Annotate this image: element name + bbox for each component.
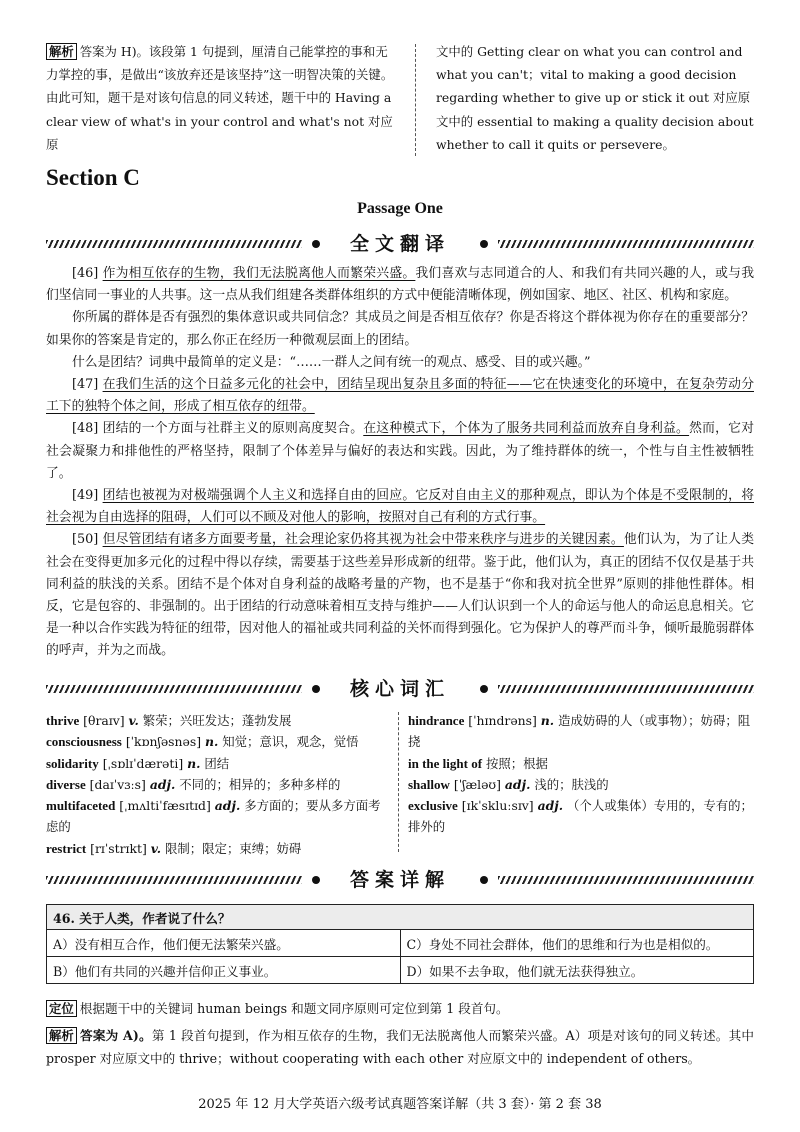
vocab-word: diverse [46, 776, 86, 792]
vocab-entry [408, 795, 754, 838]
translation-paragraph-5 [46, 418, 754, 485]
paragraph-text: 团结的一个方面与社群主义的原则高度契合。 [102, 421, 364, 437]
vocab-definition: 多方面的；要从多方面考虑的 [46, 798, 381, 835]
answer-label: 答案为 A)。 [79, 1028, 152, 1043]
vocab-entry [408, 774, 754, 795]
banner-hatch-right [498, 240, 754, 248]
analysis-left-text: 答案为 H)。该段第 1 句提到，厘清自己能掌控的事和无力掌控的事，是做出“该放弃还是该坚持”这一明智决策的关键。由此可知，题干是对该句信息的同义转述，题干中的 Having a clear view of what's in your control and what's not 对应原 [46, 44, 394, 152]
question-marker: [46] [72, 266, 99, 281]
paragraph-text: 然而，它对社会凝聚力和排他性的严格坚持，限制了个体差异与偏好的表达和实践。因此，为了维持群体的统一，个性与自主性被牺牲了。 [46, 421, 755, 481]
vocab-phonetic: [rɪˈstrɪkt] [90, 840, 147, 856]
column-divider [415, 44, 416, 156]
underlined-sentence: 但尽管团结有诸多方面要考量，社会理论家仍将其视为社会中带来秩序与进步的关键因素。 [102, 532, 624, 548]
analysis-left-column [46, 40, 394, 156]
banner-vocab [46, 677, 754, 701]
vocab-phonetic: [ˌmʌltiˈfæsɪtɪd] [119, 798, 211, 814]
banner-translation [46, 232, 754, 256]
option-a: A）没有相互合作，他们便无法繁荣兴盛。 [47, 930, 401, 957]
previous-answer-analysis [46, 40, 754, 158]
vocab-part-of-speech: v. [128, 713, 139, 728]
option-b: B）他们有共同的兴趣并信仰正义事业。 [47, 957, 401, 984]
banner-hatch-right [498, 685, 754, 693]
vocab-definition: 限制；限定；束缚；妨碍 [165, 840, 302, 856]
paragraph-text: 我们喜欢与志同道合的人、和我们有共同兴趣的人，或与我们坚信同一事业的人共事。这一点从我们组建各类群体组织的方式中便能清晰体现，例如国家、地区、社区、机构和家庭。 [46, 266, 755, 304]
locate-note [46, 998, 754, 1020]
banner-dot-right [480, 685, 488, 693]
banner-title: 全文翻译 [349, 233, 450, 255]
analysis-tag: 解析 [46, 43, 77, 60]
vocab-definition: 团结 [204, 755, 230, 771]
banner-title: 核心词汇 [349, 678, 450, 700]
vocab-entry [46, 795, 390, 838]
analysis-tag: 解析 [46, 1027, 77, 1044]
options-row-1 [47, 930, 754, 957]
vocab-entry [46, 710, 390, 731]
translation-paragraph-4 [46, 374, 754, 418]
vocab-part-of-speech: n. [205, 734, 219, 750]
locate-tag: 定位 [46, 1000, 77, 1017]
vocab-definition: 浅的；肤浅的 [534, 776, 609, 792]
section-title: Section C [46, 165, 140, 190]
vocab-word: solidarity [46, 755, 99, 771]
vocab-word: thrive [46, 713, 80, 728]
option-d: D）如果不去争取，他们就无法获得独立。 [400, 957, 754, 984]
vocab-part-of-speech: adj. [149, 776, 176, 792]
question-marker: [50] [72, 532, 99, 548]
question-marker: [49] [72, 488, 99, 504]
vocab-entry [408, 753, 754, 774]
page-footer: 2025 年 12 月大学英语六级考试真题答案详解（共 3 套）· 第 2 套 38 [198, 1097, 602, 1112]
banner-dot-right [480, 240, 488, 248]
vocab-definition: 按照；根据 [486, 755, 548, 771]
vocab-word: restrict [46, 840, 87, 856]
vocab-phonetic: [ˈkɒnʃəsnəs] [125, 734, 202, 750]
vocab-word: in the light of [408, 755, 483, 771]
translation-paragraph-2: 你所属的群体是否有强烈的集体意识或共同信念？其成员之间是否相互依存？你是否将这个群体视为你存在的重要部分？如果你的答案是肯定的，那么你正在经历一种微观层面上的团结。 [46, 310, 754, 348]
vocab-part-of-speech: adj. [504, 776, 531, 792]
vocab-phonetic: [ˈʃæləʊ] [453, 776, 501, 792]
underlined-sentence: 在这种模式下，个体为了服务共同利益而放弃自身利益。 [363, 421, 690, 437]
vocab-part-of-speech: n. [540, 713, 555, 728]
vocab-phonetic: [ˈhɪndrəns] [468, 713, 537, 728]
analysis-right-text: 文中的 Getting clear on what you can control and what you can't；vital to making a good decision regarding whether to give up or stick it out 对应原文中的 essential to making a quality decision about whether to call it quits or persevere。 [436, 44, 754, 152]
translation-paragraph-7 [46, 529, 754, 662]
vocab-part-of-speech: adj. [214, 798, 241, 814]
question-marker: [47] [72, 377, 99, 393]
banner-hatch-right [498, 876, 754, 884]
option-c: C）身处不同社会群体，他们的思维和行为也是相似的。 [400, 930, 754, 957]
vocab-list-right [408, 710, 754, 838]
question-marker: [48] [72, 421, 99, 437]
question-stem: 46. 关于人类，作者说了什么？ [47, 905, 754, 930]
translation-paragraph-1 [46, 263, 754, 307]
underlined-sentence: 作为相互依存的生物，我们无法脱离他人而繁荣兴盛。 [102, 266, 416, 281]
vocab-phonetic: [ɪkˈskluːsɪv] [461, 798, 534, 814]
vocab-list-left [46, 710, 390, 859]
underlined-sentence: 在我们生活的这个日益多元化的社会中，团结呈现出复杂且多面的特征——它在快速变化的环境中，在复杂劳动分工下的独特个体之间，形成了相互依存的纽带。 [46, 377, 754, 415]
vocab-part-of-speech: n. [187, 755, 201, 771]
locate-text: 根据题干中的关键词 human beings 和题文同序原则可定位到第 1 段首句。 [79, 1001, 509, 1016]
vocab-word: shallow [408, 776, 450, 792]
paragraph-text: 他们认为，为了让人类社会在变得更加多元化的过程中得以存续，需要基于这些差异形成新的纽带。鉴于此，他们认为，真正的团结不仅仅是基于共同利益的肤浅的关系。团结不是个体对自身利益的战略考量的产物，也不是基于“你和我对抗全世界”原则的排他性群体。相反，它是包容的、非强制的。出于团结的行动意味着相互支持与维护——人们认识到一个人的命运与他人的命运息息相关。它是一种以合作实践为特征的纽带，因对他人的福祉或共同利益的关怀而得到强化。它为保护人的尊严而斗争，倾听最脆弱群体的呼声，并为之而战。 [46, 532, 754, 659]
answer-analysis [46, 1025, 754, 1070]
vocab-definition: （个人或集体）专用的，专有的；排外的 [408, 798, 753, 835]
underlined-sentence: 团结也被视为对极端强调个人主义和选择自由的回应。它反对自由主义的那种观点，即认为个体是不受限制的，将社会视为自由选择的阻碍，人们可以不顾及对他人的影响，按照对自己有利的方式行事。 [46, 488, 754, 526]
question-table [46, 904, 754, 984]
translation-paragraph-3: 什么是团结？词典中最简单的定义是：“……一群人之间有统一的观点、感受、目的或兴趣。” [72, 354, 591, 370]
vocab-divider [398, 712, 399, 852]
vocab-definition: 繁荣；兴旺发达；蓬勃发展 [142, 713, 292, 728]
vocab-part-of-speech: v. [150, 840, 162, 856]
vocab-entry [46, 774, 390, 795]
vocab-entry [408, 710, 754, 753]
vocab-definition: 知觉；意识，观念，觉悟 [222, 734, 359, 750]
banner-answers [46, 868, 754, 892]
vocab-word: hindrance [408, 713, 465, 728]
translation-body [46, 263, 754, 663]
passage-title: Passage One [357, 200, 443, 217]
vocab-part-of-speech: adj. [537, 798, 564, 814]
vocab-definition: 造成妨碍的人（或事物）；妨碍；阻挠 [408, 713, 751, 750]
options-row-2 [47, 957, 754, 984]
vocab-entry [46, 838, 390, 859]
analysis-text: 第 1 段首句提到，作为相互依存的生物，我们无法脱离他人而繁荣兴盛。A）项是对该句的同义转述。其中 prosper 对应原文中的 thrive；without cooperating with each other 对应原文中的 independent of others。 [46, 1028, 754, 1066]
vocab-phonetic: [daɪˈvɜːs] [89, 776, 146, 792]
banner-title: 答案详解 [349, 869, 450, 891]
vocab-word: multifaceted [46, 798, 116, 814]
vocab-phonetic: [θraɪv] [83, 713, 125, 728]
vocab-entry [46, 731, 390, 752]
vocab-word: exclusive [408, 798, 458, 814]
analysis-right-column [436, 40, 754, 156]
vocab-word: consciousness [46, 734, 122, 750]
translation-paragraph-6 [46, 485, 754, 529]
vocab-entry [46, 753, 390, 774]
banner-dot-right [480, 876, 488, 884]
question-stem-row [47, 905, 754, 930]
vocab-definition: 不同的；相异的；多种多样的 [179, 776, 341, 792]
vocab-phonetic: [ˌsɒlɪˈdærəti] [102, 755, 184, 771]
